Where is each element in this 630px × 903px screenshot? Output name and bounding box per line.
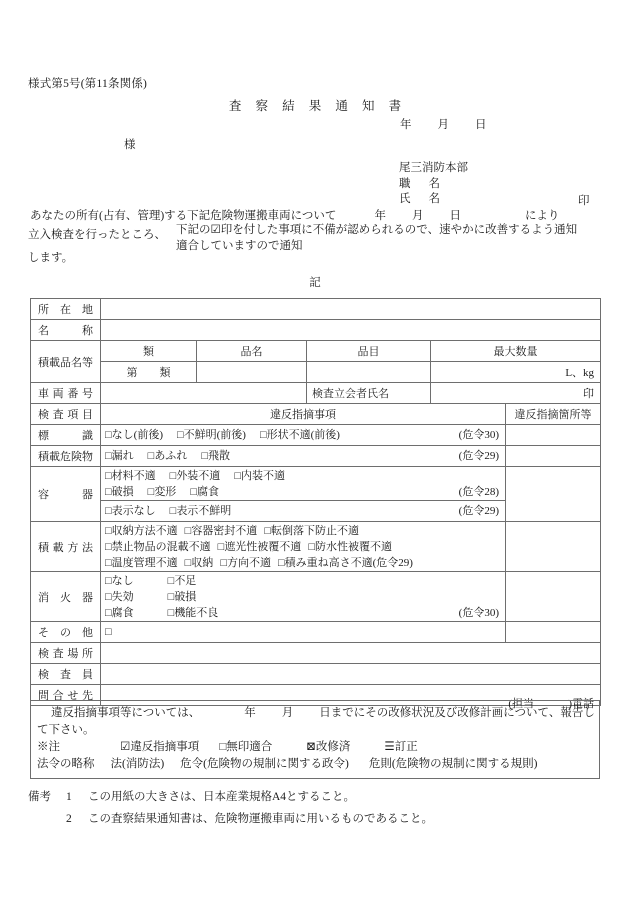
table-row-vehicle — [31, 383, 601, 404]
violation-place-value[interactable] — [506, 467, 601, 522]
location-value[interactable] — [101, 299, 601, 320]
table-row-location — [31, 299, 601, 320]
checked-box-icon: ☑ — [120, 741, 131, 753]
remarks-label: 備考 — [28, 791, 51, 803]
inspection-table — [30, 298, 601, 710]
law-code: (危令30) — [458, 429, 499, 441]
cargo-col-class: 類 — [101, 341, 197, 362]
remarks-number: 1 — [66, 791, 72, 803]
row-label-loading-method: 積載方法 — [31, 522, 101, 572]
table-row-other — [31, 622, 601, 643]
issuer-name-row — [399, 192, 468, 208]
legend-label-repaired: 改修済 — [315, 741, 351, 753]
issuer-name-value: 名 — [428, 193, 440, 205]
body-line1-day: 日 — [449, 210, 461, 222]
ki-marker: 記 — [309, 277, 321, 289]
violation-label: 違反指摘事項 — [101, 404, 506, 425]
check-label: 遮光性被覆不適 — [224, 540, 302, 553]
check-label: なし — [111, 574, 134, 587]
checkbox-icon[interactable]: □ — [264, 524, 271, 537]
row-checks-sign[interactable] — [101, 425, 506, 446]
legend-label-violation: 違反指摘事項 — [130, 741, 200, 753]
row-label-extinguisher: 消火器 — [31, 572, 101, 622]
law-code: (危令29) — [372, 556, 413, 569]
checkbox-icon[interactable]: □ — [105, 626, 112, 638]
law-code: (危令28) — [458, 485, 499, 498]
table-row-inspector — [31, 664, 601, 685]
body-line1-text-b: により — [524, 210, 560, 222]
checkbox-icon[interactable]: □ — [190, 485, 197, 498]
abbrev-item-law: 法(消防法) — [110, 758, 165, 770]
row-label-sign: 標識 — [31, 425, 101, 446]
check-label: なし(前後) — [111, 429, 163, 441]
checkbox-icon[interactable]: □ — [105, 574, 112, 587]
legend-label-conforming: 無印適合 — [226, 741, 273, 753]
cargo-col-max-qty: 最大数量 — [431, 341, 601, 362]
check-line[interactable] — [105, 523, 505, 539]
row-label-other: その他 — [31, 622, 101, 643]
issuer-position-value: 名 — [428, 177, 440, 190]
violation-place-value[interactable] — [506, 425, 601, 446]
body-line1-text-a: あなたの所有(占有、管理)する下記危険物運搬車両について — [30, 210, 337, 222]
checkbox-icon[interactable]: □ — [105, 485, 112, 498]
row-checks-other[interactable] — [101, 622, 506, 643]
contact-person-label: (担当 — [508, 698, 535, 710]
check-label: 腐食 — [111, 606, 134, 619]
cargo-label: 積載品名等 — [31, 341, 101, 383]
law-code: (危令29) — [458, 450, 499, 462]
check-label: 破損 — [174, 590, 197, 603]
form-number: 様式第5号(第11条関係) — [28, 78, 148, 90]
check-line[interactable] — [105, 468, 505, 484]
name-value[interactable] — [101, 320, 601, 341]
check-line[interactable] — [105, 573, 505, 589]
checkbox-icon[interactable]: □ — [308, 540, 315, 553]
row-checks-container-label[interactable] — [101, 501, 506, 522]
issue-date-month: 月 — [437, 119, 449, 131]
check-line[interactable] — [105, 589, 505, 605]
inspector-label: 検査員 — [31, 664, 101, 685]
issue-date-day: 日 — [475, 119, 487, 131]
body-line1-year: 年 — [374, 210, 386, 222]
table-row-cargo-header — [31, 341, 601, 362]
body-paragraph-right — [176, 222, 577, 254]
violation-place-value[interactable] — [506, 522, 601, 572]
table-row-sign — [31, 425, 601, 446]
table-row-name — [31, 320, 601, 341]
notes-text-a: 違反指摘事項等については、 — [51, 707, 201, 719]
remarks-block — [28, 786, 433, 830]
check-label: 積み重ね高さ不適 — [284, 556, 373, 569]
empty-box-icon: □ — [219, 741, 227, 753]
abbrev-label: 法令の略称 — [37, 758, 95, 770]
cargo-product-name-value[interactable] — [197, 362, 307, 383]
checkbox-icon[interactable]: □ — [184, 556, 192, 569]
row-checks-extinguisher[interactable] — [101, 572, 506, 622]
check-line[interactable] — [105, 484, 505, 500]
checkbox-icon[interactable]: □ — [105, 524, 112, 537]
check-line[interactable] — [105, 448, 505, 464]
table-row-violation-header — [31, 404, 601, 425]
checkbox-icon[interactable]: □ — [184, 524, 192, 537]
abbrev-item-regulation: 危則(危険物の規制に関する規則) — [368, 758, 538, 770]
check-label: 禁止物品の混載不適 — [111, 540, 211, 553]
caution-label: ※注 — [37, 741, 60, 753]
checkbox-icon[interactable]: □ — [259, 429, 267, 441]
check-label: 漏れ — [111, 450, 134, 462]
check-label: 方向不適 — [226, 556, 271, 569]
remarks-text: この査察結果通知書は、危険物運搬車両に用いるものであること。 — [88, 813, 433, 825]
check-label: 容器密封不適 — [191, 524, 258, 537]
checkbox-icon[interactable]: □ — [105, 606, 112, 619]
checkbox-icon[interactable]: □ — [105, 505, 112, 517]
table-row-extinguisher — [31, 572, 601, 622]
row-checks-container[interactable] — [101, 467, 506, 501]
checkbox-icon[interactable]: □ — [105, 556, 112, 569]
check-label: 不鮮明(前後) — [183, 429, 246, 441]
legend-label-corrected: 訂正 — [394, 741, 418, 753]
row-checks-dangerous-goods[interactable] — [101, 446, 506, 467]
body-line1-month: 月 — [411, 210, 424, 222]
inspect-place-label: 検査場所 — [31, 643, 101, 664]
checkbox-icon[interactable]: □ — [167, 606, 175, 619]
notes-box — [30, 700, 600, 779]
check-label: 変形 — [154, 485, 177, 498]
checkbox-icon[interactable]: □ — [220, 556, 227, 569]
issuer-organization: 尾三消防本部 — [399, 162, 468, 174]
notes-abbrev-line — [37, 756, 593, 773]
issuer-position-row — [399, 177, 468, 193]
checkbox-icon[interactable]: □ — [147, 485, 155, 498]
cargo-item-value[interactable] — [307, 362, 431, 383]
remarks-line-2 — [28, 808, 433, 830]
witness-seal[interactable]: 印 — [431, 383, 601, 404]
issuer-block — [399, 161, 468, 208]
notes-report-line2: て下さい。 — [37, 724, 95, 736]
abbrev-item-cabinet-order: 危令(危険物の規制に関する政令) — [180, 758, 349, 770]
checkbox-icon[interactable]: □ — [105, 540, 112, 553]
checkbox-icon[interactable]: □ — [169, 469, 177, 482]
check-label: 表示不鮮明 — [176, 505, 232, 517]
issue-date-year: 年 — [400, 119, 412, 131]
body-paragraph-line1 — [30, 207, 559, 223]
issuer-name-label: 氏 — [399, 193, 411, 205]
inspect-item-label: 検査項目 — [31, 404, 101, 425]
check-label: 破損 — [111, 485, 134, 498]
check-label: 機能不良 — [174, 606, 219, 619]
check-line[interactable] — [105, 503, 505, 519]
violation-place-label: 違反指摘箇所等 — [506, 404, 601, 425]
checkbox-icon[interactable]: □ — [201, 450, 208, 462]
lined-box-icon: ☰ — [384, 741, 395, 753]
body-right-line-a: 下記の☑印を付した事項に不備が認められるので、速やかに改善するよう通知 — [176, 224, 578, 236]
body-paragraph-line3: します。 — [28, 252, 74, 264]
body-paragraph-line2: 立入検査を行ったところ、 — [28, 229, 166, 241]
notes-report-line — [37, 705, 593, 722]
check-label: 内装不適 — [240, 469, 285, 482]
check-line[interactable] — [105, 624, 505, 640]
checkbox-icon[interactable]: □ — [176, 429, 184, 441]
check-label: 表示なし — [111, 505, 156, 517]
issue-date-line — [400, 116, 487, 132]
table-row-inspect-place — [31, 643, 601, 664]
checkbox-icon[interactable]: □ — [105, 429, 112, 441]
checkbox-icon[interactable]: □ — [105, 469, 112, 482]
check-label: 腐食 — [196, 485, 219, 498]
notes-year: 年 — [244, 707, 256, 719]
check-label: 温度管理不適 — [111, 556, 178, 569]
remarks-number: 2 — [66, 813, 72, 825]
witness-label: 検査立会者氏名 — [307, 383, 431, 404]
cargo-max-qty-unit[interactable]: L、kg — [431, 362, 601, 383]
checkbox-icon[interactable]: □ — [167, 574, 175, 587]
check-label: あふれ — [154, 450, 188, 462]
body-right-line-b: 適合していますので通知 — [176, 240, 303, 252]
document-title: 査 察 結 果 通 知 書 — [228, 99, 407, 113]
vehicle-no-value[interactable] — [101, 383, 307, 404]
check-label: 防水性被覆不適 — [314, 540, 392, 553]
violation-place-value[interactable] — [506, 572, 601, 622]
addressee-honorific: 様 — [124, 139, 136, 151]
violation-place-value[interactable] — [506, 622, 601, 643]
check-line[interactable] — [105, 539, 505, 555]
table-row-loading-method — [31, 522, 601, 572]
law-code: (危令29) — [458, 505, 499, 517]
check-label: 材料不適 — [111, 469, 156, 482]
cargo-col-item: 品目 — [307, 341, 431, 362]
check-label: 失効 — [111, 590, 134, 603]
table-row-container — [31, 467, 601, 501]
notes-legend-line — [37, 739, 593, 756]
check-label: 収納 — [191, 556, 214, 569]
contact-phone-label: )電話 — [568, 698, 595, 710]
law-code: (危令30) — [458, 606, 499, 619]
checkbox-icon[interactable]: □ — [169, 505, 177, 517]
check-label: 飛散 — [207, 450, 230, 462]
cargo-class-value[interactable]: 第 類 — [101, 362, 197, 383]
vehicle-no-label: 車両番号 — [31, 383, 101, 404]
location-label: 所在地 — [31, 299, 101, 320]
check-label: 収納方法不適 — [111, 524, 178, 537]
check-label: 形状不適(前後) — [266, 429, 340, 441]
check-label: 不足 — [174, 574, 197, 587]
check-label: 外装不適 — [176, 469, 221, 482]
issuer-seal: 印 — [578, 195, 590, 207]
notes-text-b: 日までにその改修状況及び改修計画について、報告し — [319, 707, 595, 719]
row-checks-loading-method[interactable] — [101, 522, 506, 572]
violation-place-value[interactable] — [506, 446, 601, 467]
check-label: 転倒落下防止不適 — [270, 524, 359, 537]
cargo-col-product-name: 品名 — [197, 341, 307, 362]
remarks-line-1 — [28, 786, 433, 808]
checkbox-icon[interactable]: □ — [277, 556, 285, 569]
checkbox-icon[interactable]: □ — [147, 450, 155, 462]
checkbox-icon[interactable]: □ — [217, 540, 225, 553]
checkbox-icon[interactable]: □ — [167, 590, 175, 603]
remarks-text: この用紙の大きさは、日本産業規格A4とすること。 — [88, 791, 356, 803]
inspect-place-value[interactable] — [101, 643, 601, 664]
check-line[interactable] — [105, 605, 505, 621]
table-row-dangerous-goods — [31, 446, 601, 467]
check-line[interactable] — [105, 555, 505, 571]
checkbox-icon[interactable]: □ — [234, 469, 241, 482]
contact-label: 問合せ先 — [31, 685, 101, 706]
issuer-position-label: 職 — [399, 177, 411, 190]
notes-month: 月 — [281, 707, 294, 719]
crossed-box-icon: ⊠ — [306, 741, 316, 753]
row-label-container: 容器 — [31, 467, 101, 522]
checkbox-icon[interactable]: □ — [105, 450, 112, 462]
name-label: 名称 — [31, 320, 101, 341]
inspector-value[interactable] — [101, 664, 601, 685]
checkbox-icon[interactable]: □ — [105, 590, 112, 603]
table-row-cargo-values — [31, 362, 601, 383]
check-line[interactable] — [105, 427, 505, 443]
row-label-dangerous-goods: 積載危険物 — [31, 446, 101, 467]
